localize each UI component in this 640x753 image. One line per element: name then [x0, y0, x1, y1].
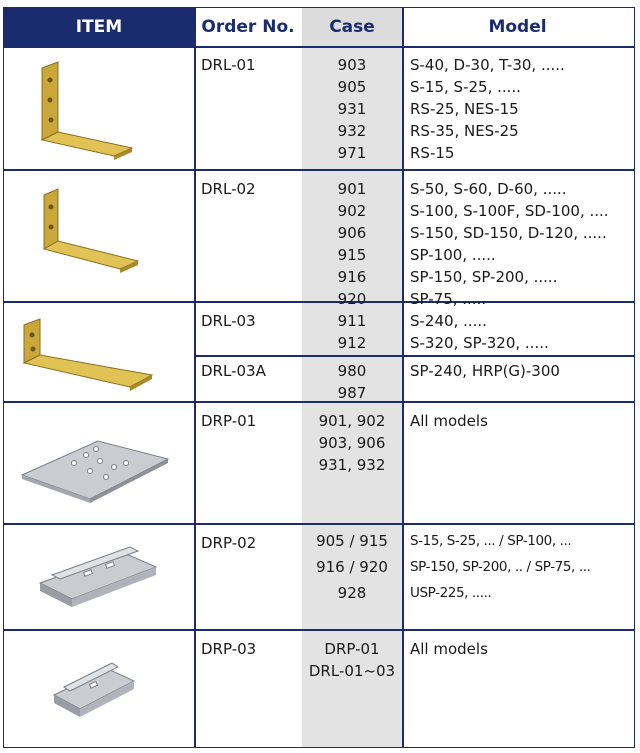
- case-list: [302, 638, 402, 682]
- order-no-drl-01: DRL-01: [201, 56, 256, 74]
- model-list: [410, 638, 488, 660]
- case-value: 971: [337, 144, 367, 162]
- case-value: 912: [337, 334, 367, 352]
- din-rail-clip-small-icon: [4, 631, 194, 747]
- case-value: 905: [337, 78, 367, 96]
- model-value: RS-25, NES-15: [410, 100, 519, 118]
- case-value: 931: [337, 100, 367, 118]
- case-value: 911: [337, 312, 367, 330]
- model-list: [410, 410, 488, 432]
- model-value: S-15, S-25, ... / SP-100, ...: [410, 533, 572, 549]
- case-value: 980: [337, 362, 367, 380]
- case-value: 916 / 920: [316, 558, 388, 576]
- case-list: [302, 528, 402, 606]
- model-list: [410, 178, 609, 310]
- long-l-bracket-icon: [4, 303, 194, 399]
- model-value: SP-150, SP-200, .....: [410, 268, 558, 286]
- mounting-plate-icon: [4, 403, 194, 521]
- case-value: 901: [337, 180, 367, 198]
- order-no-drl-03: DRL-03: [201, 312, 256, 330]
- din-rail-accessory-table: [3, 7, 635, 748]
- case-value: 987: [337, 384, 367, 402]
- model-list: [410, 54, 565, 164]
- model-value: SP-150, SP-200, .. / SP-75, ...: [410, 559, 591, 575]
- din-rail-clip-icon: [4, 525, 194, 627]
- case-value: 915: [337, 246, 367, 264]
- header-item: ITEM: [4, 8, 194, 46]
- model-value: SP-100, .....: [410, 246, 496, 264]
- case-value: DRP-01: [324, 640, 380, 658]
- order-no-drl-03a: DRL-03A: [201, 362, 266, 380]
- row-divider: [194, 355, 634, 357]
- model-value: S-100, S-100F, SD-100, ....: [410, 202, 609, 220]
- case-value: 903: [337, 56, 367, 74]
- model-value: All models: [410, 640, 488, 658]
- case-value: 903, 906: [318, 434, 386, 452]
- model-value: USP-225, .....: [410, 585, 492, 601]
- order-no-drp-01: DRP-01: [201, 412, 257, 430]
- l-bracket-icon: [4, 48, 194, 168]
- case-list: [302, 310, 402, 354]
- model-value: SP-75, .....: [410, 290, 487, 308]
- header-model: Model: [402, 8, 633, 46]
- case-list: [302, 410, 402, 476]
- case-value: 931, 932: [318, 456, 386, 474]
- order-no-drp-03: DRP-03: [201, 640, 257, 658]
- model-list: [410, 360, 560, 382]
- header-order-no: Order No.: [194, 8, 302, 46]
- l-bracket-icon: [4, 171, 194, 299]
- model-list: [410, 528, 591, 606]
- header-case: Case: [302, 8, 402, 46]
- case-value: DRL-01~03: [308, 662, 396, 680]
- order-no-drl-02: DRL-02: [201, 180, 256, 198]
- case-value: 920: [337, 290, 367, 308]
- model-value: SP-240, HRP(G)-300: [410, 362, 560, 380]
- case-value: 916: [337, 268, 367, 286]
- col-divider: [402, 8, 404, 747]
- model-list: [410, 310, 549, 354]
- case-value: 928: [337, 584, 367, 602]
- order-no-drp-02: DRP-02: [201, 534, 257, 552]
- model-value: All models: [410, 412, 488, 430]
- case-value: 932: [337, 122, 367, 140]
- model-value: RS-15: [410, 144, 455, 162]
- case-list: [302, 178, 402, 310]
- model-value: S-40, D-30, T-30, .....: [410, 56, 565, 74]
- case-value: 902: [337, 202, 367, 220]
- model-value: RS-35, NES-25: [410, 122, 519, 140]
- case-value: 901, 902: [318, 412, 386, 430]
- model-value: S-150, SD-150, D-120, .....: [410, 224, 607, 242]
- case-list: [302, 360, 402, 404]
- case-list: [302, 54, 402, 164]
- case-value: 905 / 915: [316, 532, 388, 550]
- model-value: S-50, S-60, D-60, .....: [410, 180, 567, 198]
- model-value: S-15, S-25, .....: [410, 78, 521, 96]
- model-value: S-240, .....: [410, 312, 487, 330]
- model-value: S-320, SP-320, .....: [410, 334, 549, 352]
- col-divider: [194, 8, 196, 747]
- case-value: 906: [337, 224, 367, 242]
